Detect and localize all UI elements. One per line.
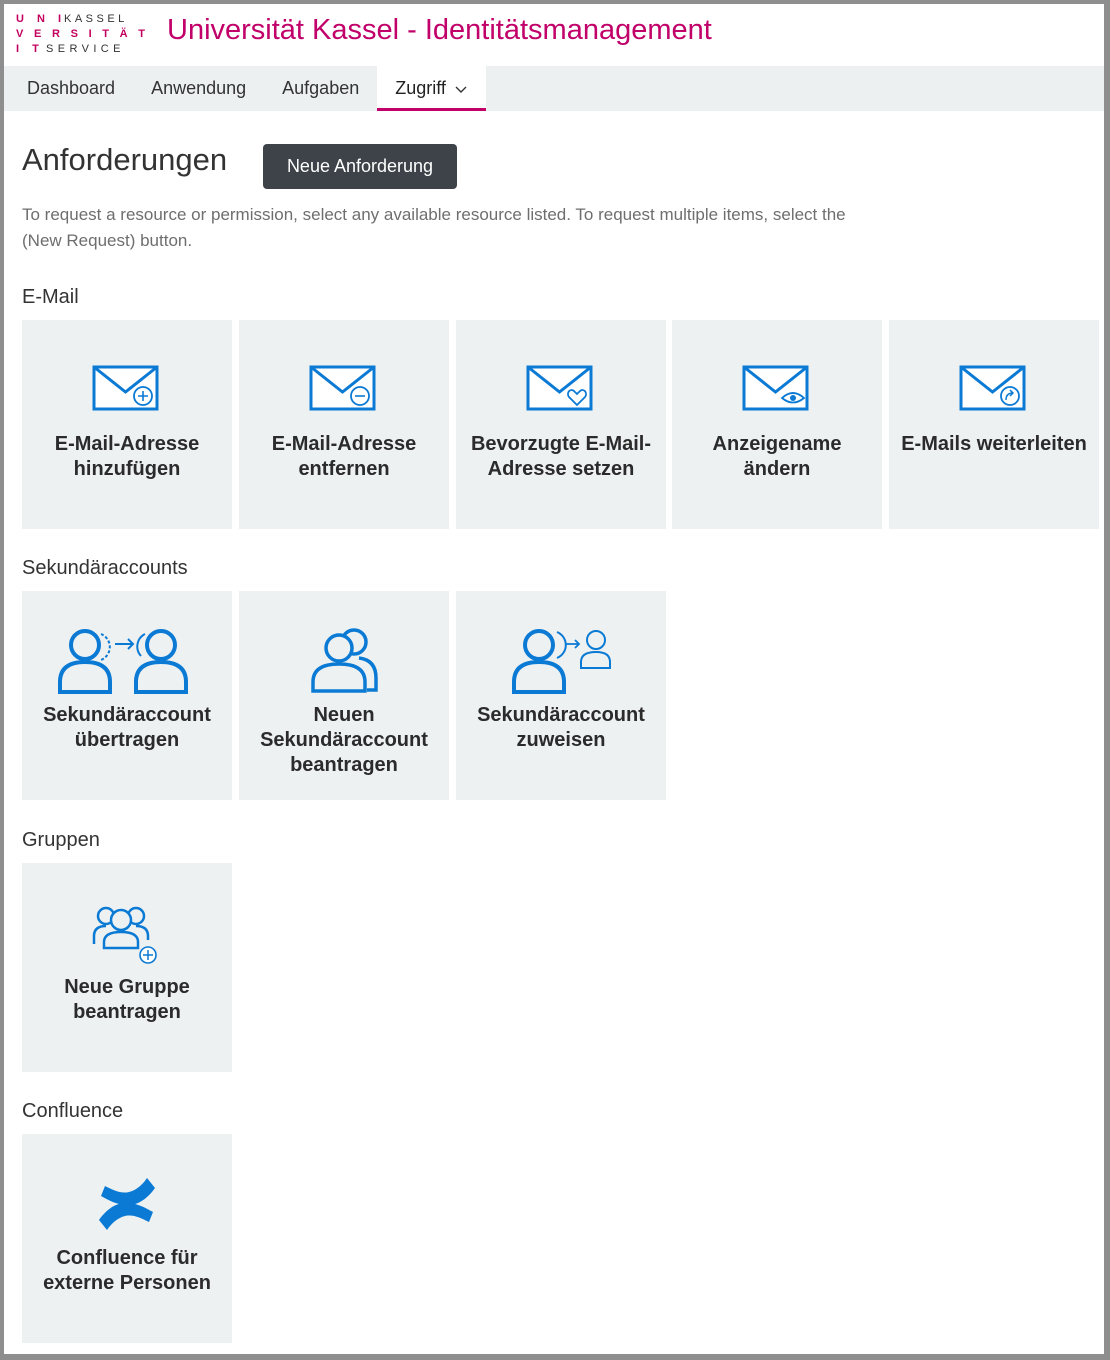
logo-text-dark: KASSEL	[64, 13, 128, 25]
section-title-email: E-Mail	[22, 286, 79, 308]
tile-secondary-transfer[interactable]	[22, 591, 232, 800]
logo-text-red: V E R S I T Ä T	[16, 28, 149, 40]
header	[4, 4, 1104, 66]
tile-group-new[interactable]	[22, 863, 232, 1072]
nav-item-dashboard[interactable]	[4, 66, 133, 111]
tile-email-favorite[interactable]	[456, 320, 666, 529]
logo-text-red: I T	[16, 43, 44, 55]
tile-label: Sekundäraccount übertragen	[43, 704, 211, 751]
nav-item-label: Dashboard	[27, 78, 116, 98]
mail-view-icon	[742, 350, 812, 430]
section-title-secondary-accounts: Sekundäraccounts	[22, 557, 188, 579]
user-transfer-icon	[57, 621, 197, 701]
nav-item-label: Zugriff	[395, 78, 446, 98]
tile-label: Neuen Sekundäraccount beantragen	[260, 704, 428, 776]
app-window	[4, 4, 1104, 1354]
tile-secondary-assign[interactable]	[456, 591, 666, 800]
new-request-button[interactable]: Neue Anforderung	[263, 144, 457, 189]
page-title: Anforderungen	[22, 142, 228, 177]
mail-favorite-icon	[526, 350, 596, 430]
confluence-icon	[95, 1164, 159, 1244]
tile-label: Confluence für externe Personen	[43, 1247, 211, 1294]
main-nav	[4, 66, 1104, 111]
tile-confluence-external[interactable]	[22, 1134, 232, 1343]
tile-label: E-Mail-Adresse entfernen	[271, 433, 417, 480]
tile-email-add[interactable]	[22, 320, 232, 529]
tile-label: Bevorzugte E-Mail-Adresse setzen	[470, 433, 652, 480]
tile-secondary-new[interactable]	[239, 591, 449, 800]
nav-item-aufgaben[interactable]	[264, 66, 377, 111]
mail-remove-icon	[309, 350, 379, 430]
section-title-groups: Gruppen	[22, 829, 100, 851]
logo-text-dark: SERVICE	[46, 43, 125, 55]
tile-label: Neue Gruppe beantragen	[64, 976, 190, 1023]
mail-forward-icon	[959, 350, 1029, 430]
tile-label: E-Mail-Adresse hinzufügen	[54, 433, 200, 480]
section-title-confluence: Confluence	[22, 1100, 124, 1122]
page-description: To request a resource or permission, select any available resource listed. To request multiple items, select the (New Request) button.	[22, 205, 846, 250]
user-assign-icon	[511, 621, 611, 701]
nav-item-anwendung[interactable]	[133, 66, 264, 111]
tile-email-remove[interactable]	[239, 320, 449, 529]
university-logo	[16, 12, 149, 60]
group-add-icon	[92, 893, 162, 973]
logo-text-red: U N I	[16, 13, 67, 25]
tile-display-name[interactable]	[672, 320, 882, 529]
nav-item-label: Anwendung	[151, 78, 247, 98]
tile-label: E-Mails weiterleiten	[901, 433, 1087, 455]
mail-add-icon	[92, 350, 162, 430]
chevron-down-icon	[454, 82, 468, 96]
tile-label: Anzeigename ändern	[712, 433, 842, 480]
tile-email-forward[interactable]	[889, 320, 1099, 529]
users-icon	[309, 621, 379, 701]
nav-item-zugriff[interactable]	[377, 66, 486, 111]
nav-item-label: Aufgaben	[282, 78, 360, 98]
app-title: Universität Kassel - Identitätsmanagement	[167, 14, 712, 46]
tile-label: Sekundäraccount zuweisen	[477, 704, 645, 751]
